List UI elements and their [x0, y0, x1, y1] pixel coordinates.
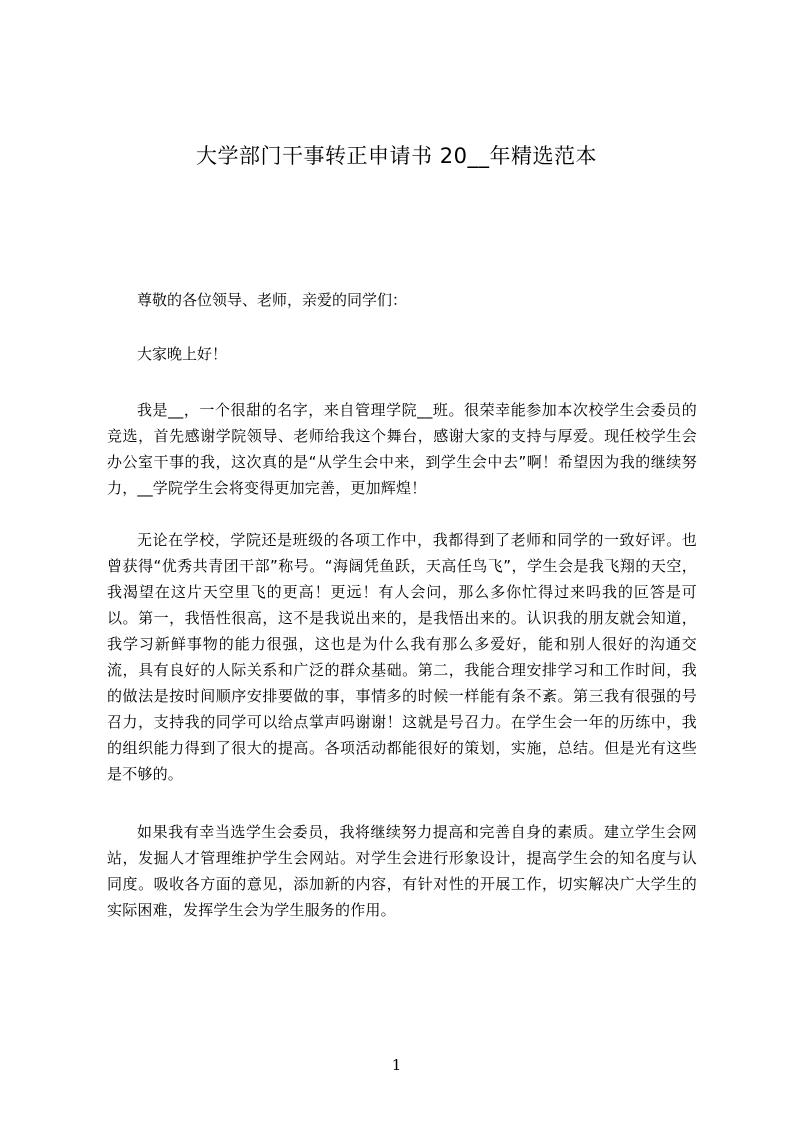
- body-paragraph-plans: 如果我有幸当选学生会委员，我将继续努力提高和完善自身的素质。建立学生会网站，发掘人才管理维护学生会网站。对学生会进行形象设计，提高学生会的知名度与认同度。吸收各方面的意见，添加新的内容，有针对性的开展工作，切实解决广大学生的实际困难，发挥学生会为学生服务的作用。: [107, 823, 697, 919]
- document-title: 大学部门干事转正申请书 20__年精选范本: [196, 144, 597, 168]
- page-number: 1: [391, 1056, 402, 1074]
- body-paragraph-introduction: 我是__，一个很甜的名字，来自管理学院__班。很荣幸能参加本次校学生会委员的竞选，首先感谢学院领导、老师给我这个舞台，感谢大家的支持与厚爱。现任校学生会办公室干事的我，这次真的是“从学生会中来，到学生会中去”啊！希望因为我的继续努力，__学院学生会将变得更加完善，更加辉煌！: [107, 401, 697, 497]
- greeting: 大家晚上好！: [137, 345, 228, 363]
- salutation: 尊敬的各位领导、老师，亲爱的同学们：: [137, 291, 408, 309]
- body-paragraph-qualifications: 无论在学校，学院还是班级的各项工作中，我都得到了老师和同学的一致好评。也曾获得“优秀共青团干部”称号。“海阔凭鱼跃，天高任鸟飞”，学生会是我飞翔的天空，我渴望在这片天空里飞的更高！更远！有人会问，那么多你忙得过来吗我的叵答是可以。第一，我悟性很高，这不是我说出来的，是我悟出来的。认识我的朋友就会知道，我学习新鲜事物的能力很强，这也是为什么我有那么多爱好，能和别人很好的沟通交流，具有良好的人际关系和广泛的群众基础。第二，我能合理安排学习和工作时间，我的做法是按时间顺序安排要做的事，事情多的时候一样能有条不紊。第三我有很强的号召力，支持我的同学可以给点掌声吗谢谢！这就是号召力。在学生会一年的历练中，我的组织能力得到了很大的提高。各项活动都能很好的策划，实施，总结。但是光有这些是不够的。: [107, 531, 697, 783]
